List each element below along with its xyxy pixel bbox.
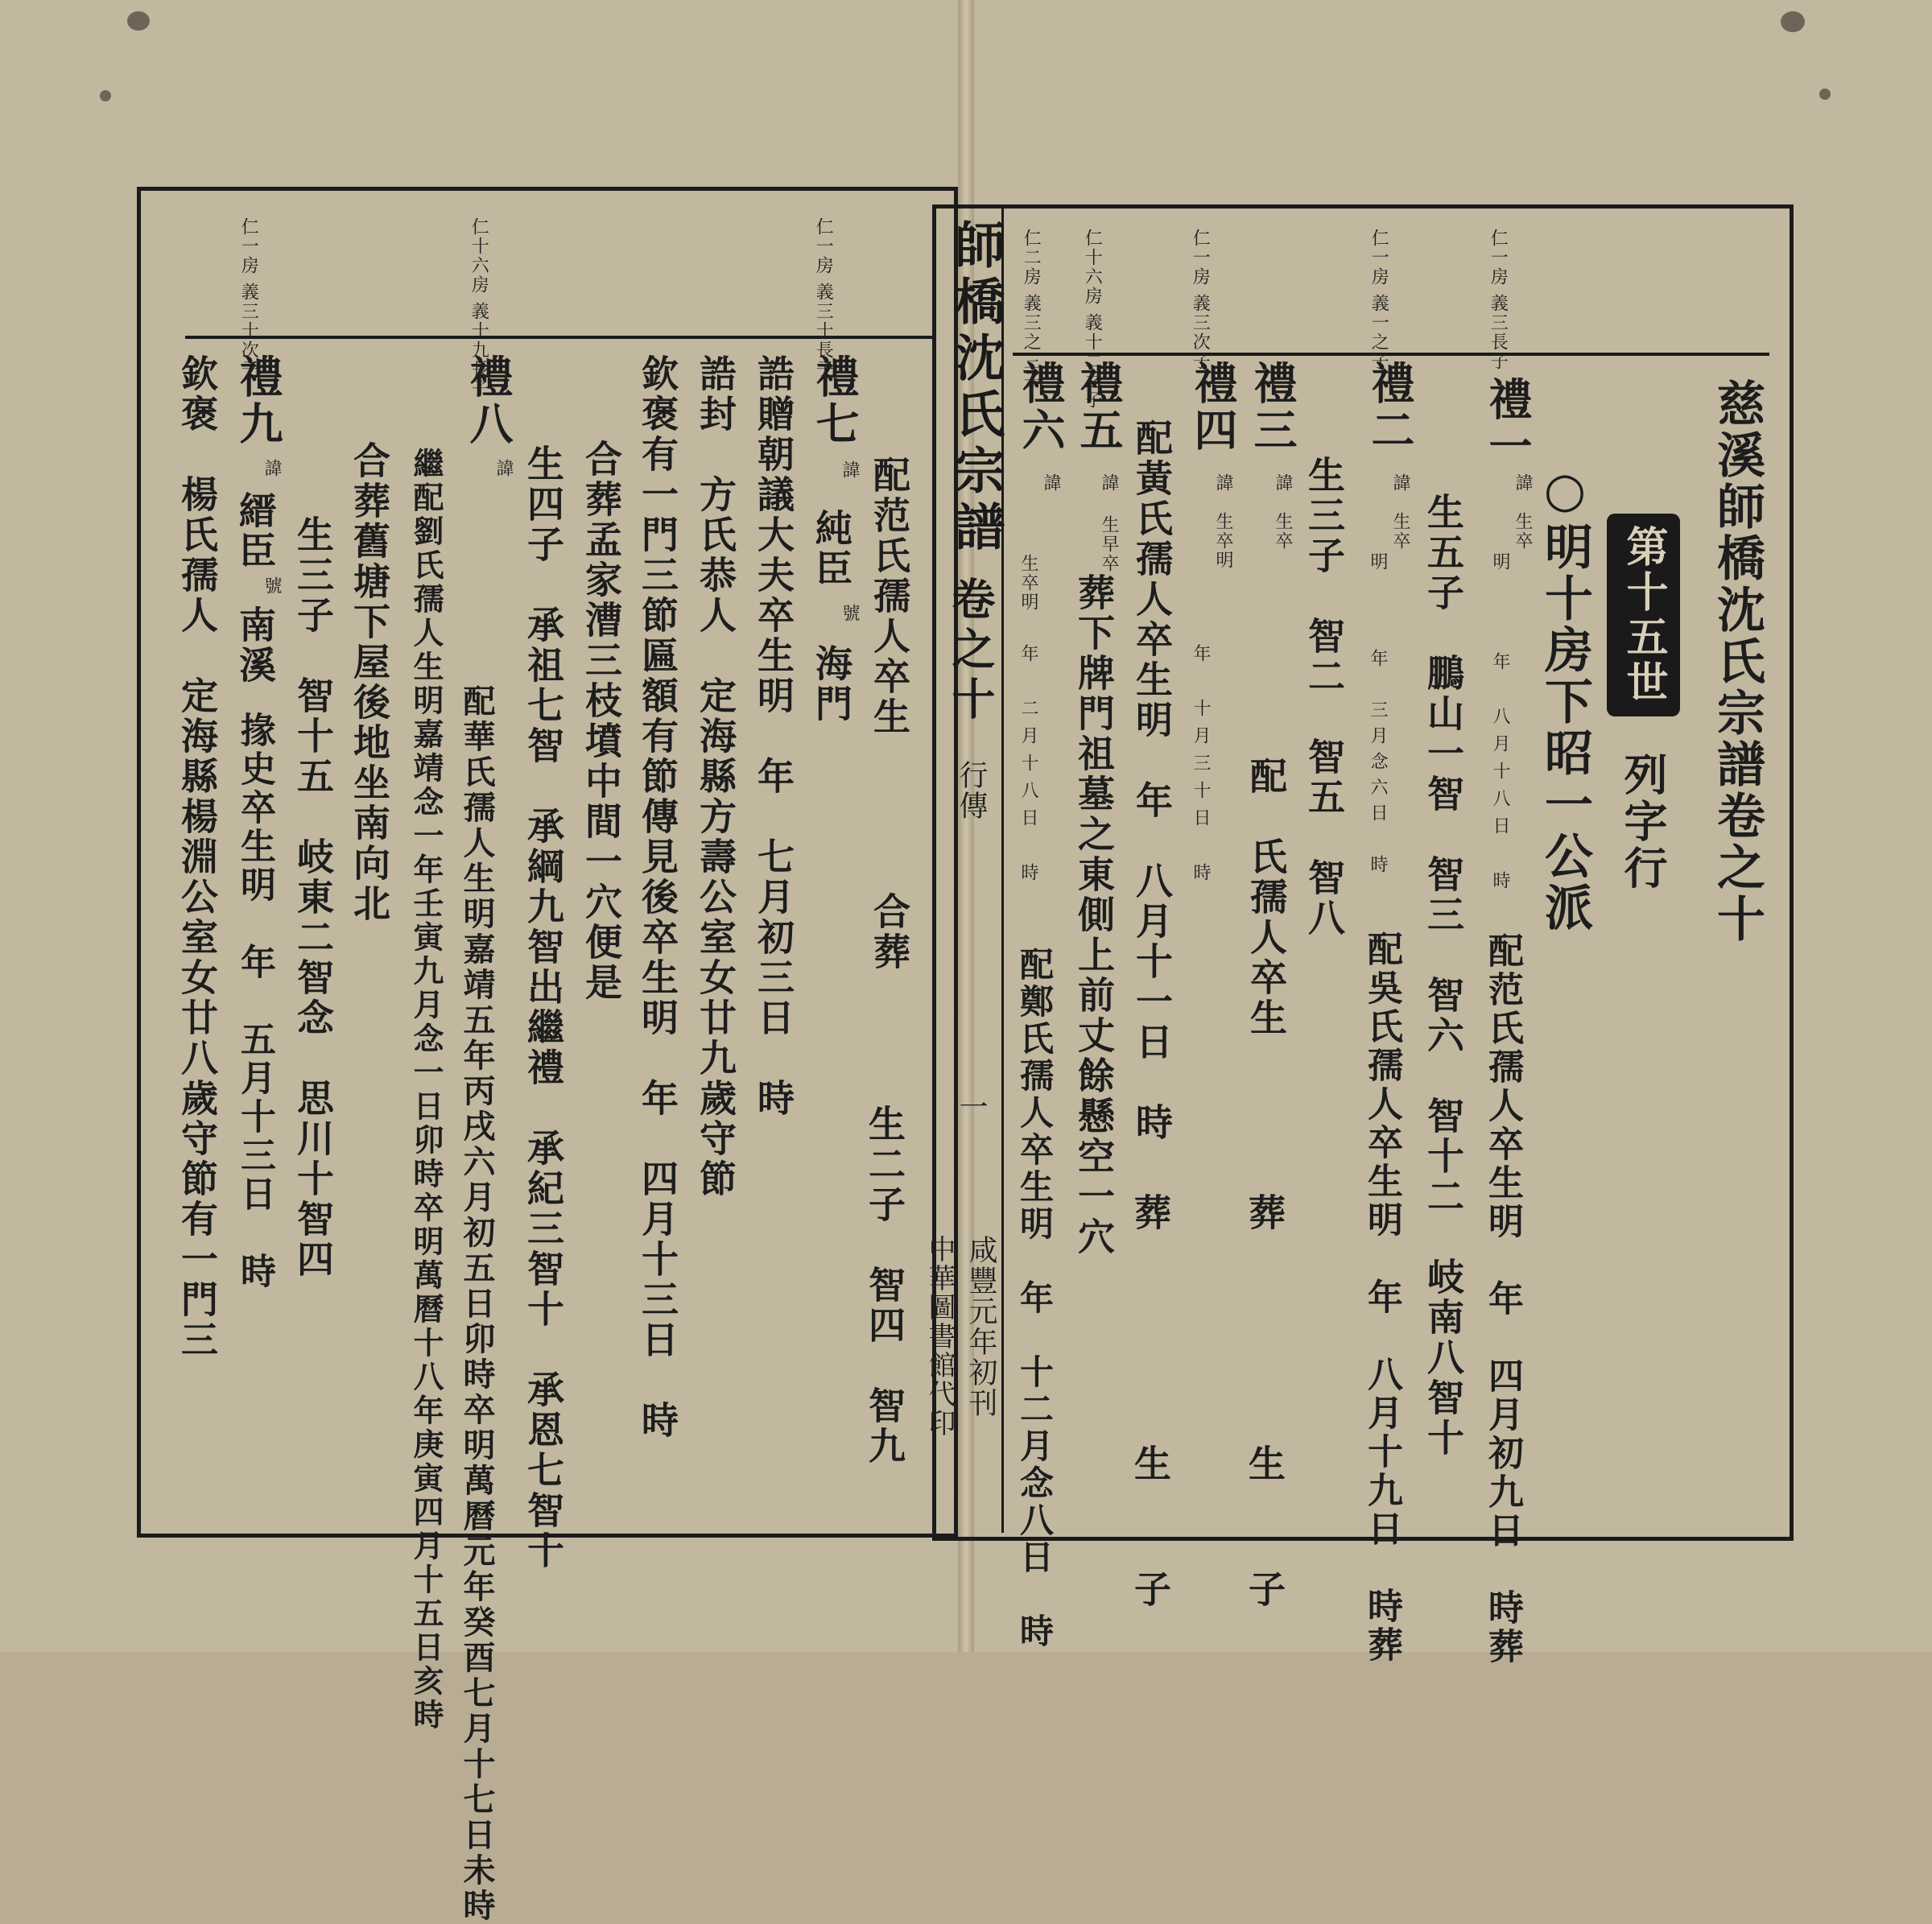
entry-li7-given: 純臣 [810,509,853,589]
entry-li9-honor: 欽褒 楊氏孺人 定海縣楊淵公室女廿八歲守節有一門三 [175,354,219,1360]
entry-li5-early: 生早卒 [1099,515,1119,573]
entry-li7-grandsons: 生四子 承祖七智 承綱九智出繼禮 承紀三智十 承恩七智十 [522,444,565,1571]
entry-li5-taboo: 諱 [1099,473,1119,493]
entry-li2-name: 禮二 [1364,361,1416,454]
entry-li8-spouse: 配華氏孺人生明嘉靖五年丙戌六月初五日卯時卒明萬曆元年癸酉七月十七日未時 [458,684,496,1924]
entry-li6-shengzu: 生卒明 [1018,554,1038,612]
entry-li1-shengzu: 生卒 [1513,512,1533,551]
spine-volume: 卷之十 [945,576,997,726]
entry-li2-sons: 生三子 智二 智五 智八 [1302,456,1346,939]
entry-li2-taboo: 諱 [1390,473,1410,493]
spine-printer: 中華圖書館代印 [923,1235,956,1438]
entry-li7-spouse: 配范氏孺人卒生 [868,456,911,737]
entry-li7-honor: 欽褒有一門三節匾額有節傳見後卒生明 年 四月十三日 時 [636,354,679,1441]
header-li7: 仁一房 義三十長子 [813,217,834,379]
entry-li4-spouse: 配黃氏孺人卒生明 年 八月十一日 時 [1130,419,1174,1143]
binding-hole [100,90,111,101]
entry-li7-taboo: 諱 [840,460,860,480]
entry-li2-shengzu: 生卒 [1390,512,1410,551]
header-li6: 仁二房 義三之三子 [1021,229,1042,390]
generation-badge: 第十五世 [1607,514,1680,716]
entry-li9-name: 禮九 [233,354,284,448]
entry-li7-sons: 生二子 智四 智九 [863,1104,906,1467]
entry-li3-taboo: 諱 生卒 [1273,473,1293,551]
entry-li8-name: 禮八 [463,354,514,448]
entry-li8-grave: 合葬舊塘下屋後地坐南向北 [348,441,391,924]
entry-li2-date: 年 三月念六日 時 [1368,649,1388,881]
entry-li4-burial: 葬 生子 [1129,1193,1172,1695]
entry-li6-date: 年 二月十八日 時 [1018,644,1038,890]
entry-li1-taboo: 諱 [1513,473,1533,493]
entry-li5-burial: 葬下牌門祖墓之東側上前丈餘懸空一穴 [1072,573,1116,1257]
entry-li1-date: 年 八月十八日 時 [1490,652,1510,898]
entry-li4-taboo: 諱 生卒明 [1213,473,1233,570]
spine-page-number: 一 [955,1092,988,1122]
entry-li7-title: 誥贈朝議大夫卒生明 年 七月初三日 時 [752,354,795,1119]
entry-li6-spouse: 配鄭氏孺人卒生明 年 十二月念八日 時 [1015,947,1055,1650]
entry-li8-second-spouse: 繼配劉氏孺人生明嘉靖念一年壬寅九月念一日卯時卒明萬曆十八年庚寅四月十五日亥時 [408,448,444,1732]
entry-li8-sons: 生三子 智十五 岐東二智念 思川十智四 [291,515,335,1280]
header-li3-4: 仁一房 義三次子 [1190,229,1211,371]
entry-li7-grave: 合葬孟家漕三枝墳中間一穴便是 [580,440,623,1003]
header-li1: 仁一房 義三長子 [1488,229,1509,371]
binding-hole [1819,89,1831,100]
header-li5: 仁十六房 義十二之子 [1082,229,1103,410]
header-li2: 仁一房 義一之子 [1368,229,1389,371]
entry-li1-dynasty: 明 [1490,552,1510,572]
entry-li7-hao: 海門 [810,644,853,725]
entry-li7-name: 禮七 [809,354,861,448]
spine-section: 行傳 [955,760,988,821]
entry-li9-hao-label: 號 [262,576,282,596]
book-title: 慈溪師橋沈氏宗譜卷之十 [1709,378,1765,945]
entry-li7-burial: 合葬 [868,892,911,972]
entry-li9-hao: 南溪 [233,605,277,686]
right-header-rule [1013,353,1769,356]
spine-imprint-year: 咸豐元年初刊 [964,1235,997,1418]
section-heading: 列字行 [1617,752,1669,892]
entry-li9-given: 縉臣 [233,491,277,572]
header-li8: 仁十六房 義十九長子 [469,217,489,398]
entry-li2-spouse: 配吳氏孺人卒生明 年 八月十九日 時葬 [1361,931,1402,1665]
entry-li7-hao-label: 號 [840,604,860,623]
entry-li3-name: 禮三 [1247,361,1298,454]
binding-hole [127,11,150,31]
entry-li2-dynasty: 明 [1368,552,1388,572]
entry-li1-spouse: 配范氏孺人卒生明 年 四月初九日 時葬 [1482,932,1523,1666]
entry-li4-date: 年 十月三十日 時 [1191,644,1211,890]
entry-li6-name: 禮六 [1015,361,1067,454]
binding-hole [1781,11,1805,32]
entry-li7-wife: 誥封 方氏恭人 定海縣方壽公室女廿九歲守節 [694,354,737,1199]
entry-li3-spouse: 配 氏孺人卒生 [1245,757,1288,1038]
entry-li5-name: 禮五 [1073,361,1125,454]
entry-li4-name: 禮四 [1187,361,1239,454]
entry-li1-name: 禮一 [1482,377,1534,470]
header-li9: 仁一房 義三十次子 [238,217,259,379]
entry-li1-sons: 生五子 鵬山一智 智三 智六 智十二 岐南八智十 [1422,493,1465,1459]
entry-li9-office: 掾史卒生明 年 五月十三日 時 [234,712,275,1291]
entry-li3-burial: 葬 生子 [1243,1193,1286,1695]
entry-li6-taboo: 諱 [1041,473,1061,493]
entry-li9-taboo: 諱 [262,459,282,478]
branch-heading: ○明十房下昭一公派 [1537,462,1593,934]
spine-title: 師橋沈氏宗譜 [947,219,1005,557]
entry-li8-taboo: 諱 [493,459,514,478]
